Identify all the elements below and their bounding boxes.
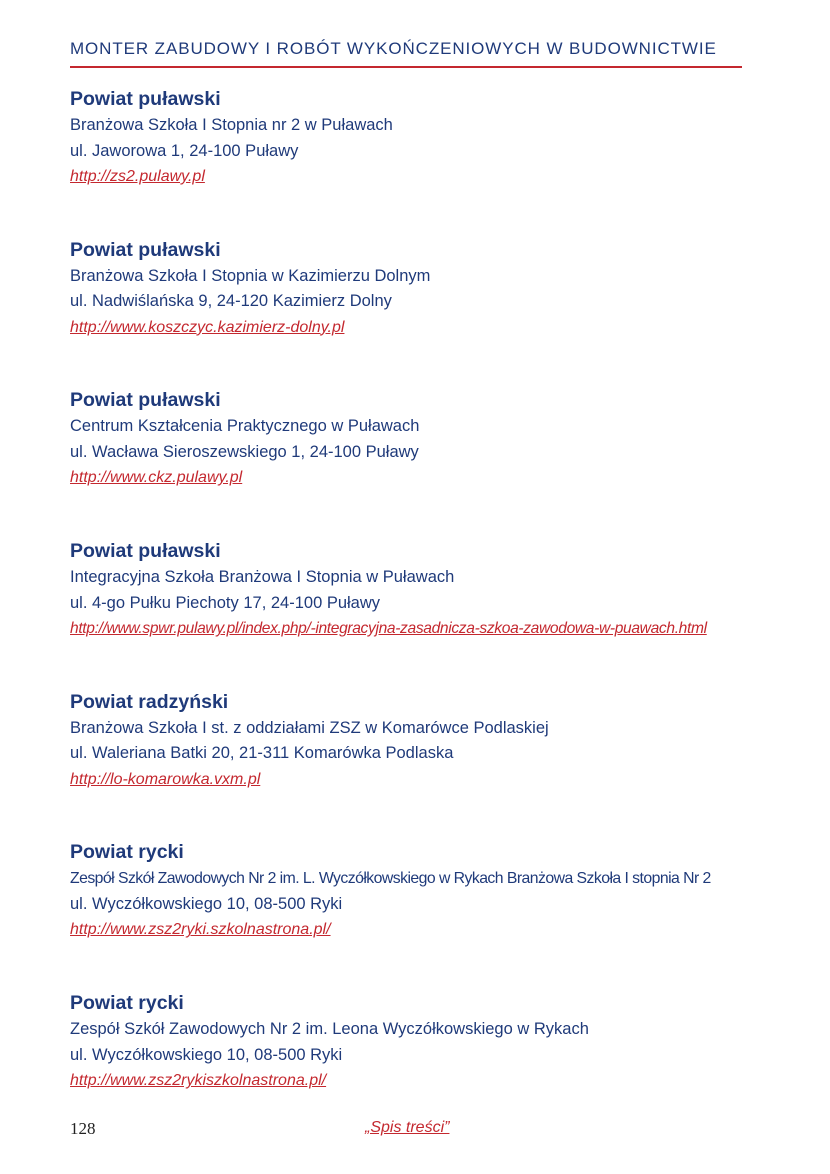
county-heading: Powiat puławski	[70, 88, 221, 110]
school-website-link[interactable]: http://www.ckz.pulawy.pl	[70, 469, 243, 487]
school-entry	[70, 839, 760, 990]
school-list	[70, 86, 760, 1141]
county-heading: Powiat rycki	[70, 992, 184, 1015]
school-website-link[interactable]: http://zs2.pulawy.pl	[70, 168, 205, 185]
school-address: ul. Waleriana Batki 20, 21-311 Komarówka Podlaska	[70, 744, 454, 763]
school-name: Centrum Kształcenia Praktycznego w Puławach	[70, 417, 420, 436]
school-address: ul. 4-go Pułku Piechoty 17, 24-100 Puławy	[70, 593, 381, 612]
school-name: Branżowa Szkoła I st. z oddziałami ZSZ w Komarówce Podlaskiej	[70, 718, 549, 737]
school-entry	[70, 538, 760, 689]
county-heading: Powiat radzyński	[70, 690, 229, 713]
header-title: MONTER ZABUDOWY I ROBÓT WYKOŃCZENIOWYCH W BUDOWNICTWIE	[70, 39, 717, 58]
school-address: ul. Nadwiślańska 9, 24-120 Kazimierz Dolny	[70, 292, 392, 311]
county-heading: Powiat puławski	[70, 540, 221, 563]
page-number: 128	[70, 1119, 96, 1138]
school-website-link[interactable]: http://www.spwr.pulawy.pl/index.php/-integracyjna-zasadnicza-szkoa-zawodowa-w-puawach.html	[70, 620, 707, 638]
school-address: ul. Jaworowa 1, 24-100 Puławy	[70, 141, 299, 160]
school-address: ul. Wacława Sieroszewskiego 1, 24-100 Puławy	[70, 442, 419, 461]
county-heading: Powiat puławski	[70, 238, 221, 261]
page-header	[70, 38, 742, 68]
school-name: Zespół Szkół Zawodowych Nr 2 im. L. Wyczółkowskiego w Rykach Branżowa Szkoła I stopnia Nr 2	[70, 870, 711, 888]
school-entry	[70, 387, 760, 538]
school-address: ul. Wyczółkowskiego 10, 08-500 Ryki	[70, 1045, 343, 1064]
school-website-link[interactable]: http://lo-komarowka.vxm.pl	[70, 770, 261, 788]
school-name: Branżowa Szkoła I Stopnia w Kazimierzu Dolnym	[70, 266, 431, 285]
county-heading: Powiat rycki	[70, 841, 184, 864]
school-name: Integracyjna Szkoła Branżowa I Stopnia w Puławach	[70, 568, 455, 587]
school-website-link[interactable]: http://www.koszczyc.kazimierz-dolny.pl	[70, 318, 345, 336]
school-entry	[70, 689, 760, 840]
school-entry	[70, 86, 760, 237]
school-address: ul. Wyczółkowskiego 10, 08-500 Ryki	[70, 894, 343, 913]
school-name: Zespół Szkół Zawodowych Nr 2 im. Leona Wyczółkowskiego w Rykach	[70, 1020, 589, 1039]
school-name: Branżowa Szkoła I Stopnia nr 2 w Puławach	[70, 116, 393, 134]
table-of-contents-link[interactable]: „Spis treści”	[365, 1119, 450, 1136]
school-website-link[interactable]: http://www.zsz2rykiszkolnastrona.pl/	[70, 1072, 327, 1090]
county-heading: Powiat puławski	[70, 389, 221, 412]
school-entry	[70, 237, 760, 388]
school-website-link[interactable]: http://www.zsz2ryki.szkolnastrona.pl/	[70, 921, 331, 939]
